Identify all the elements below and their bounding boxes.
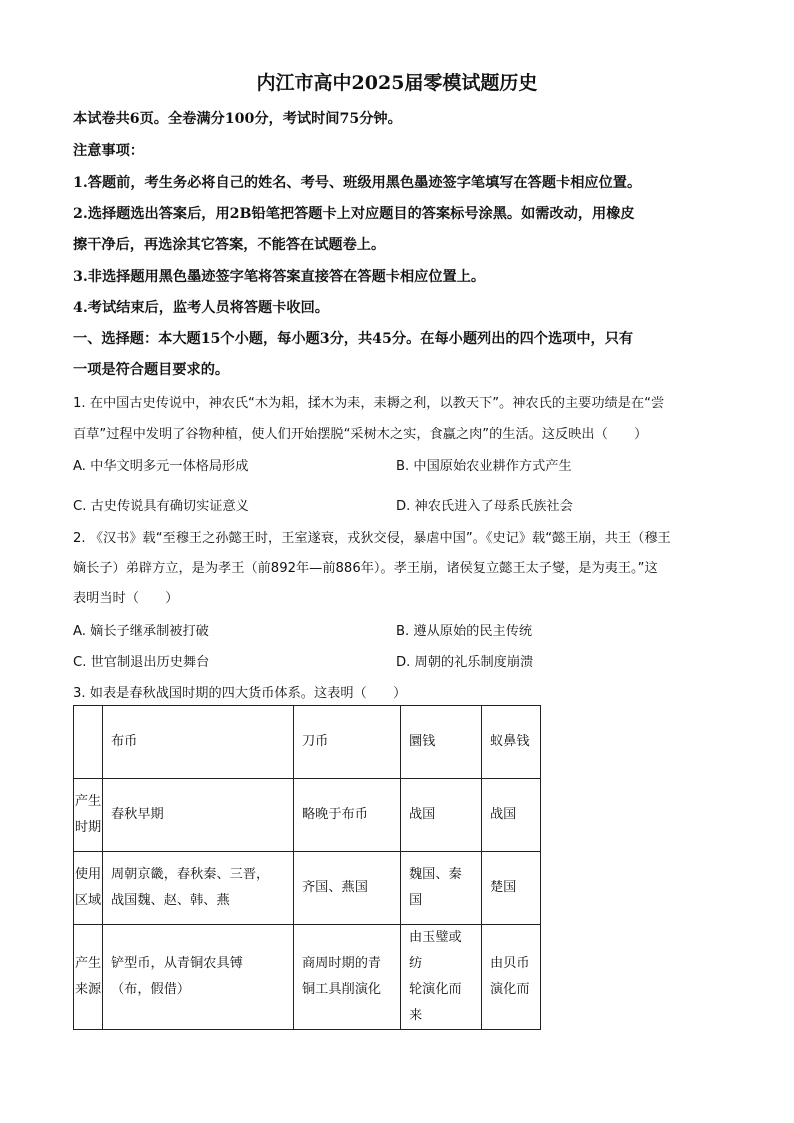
cell-line: 战国 (490, 807, 517, 822)
table-header-cell: 圜钱 (401, 706, 482, 779)
cell-line: 战国魏、赵、韩、燕 (111, 893, 230, 908)
cell-line: 演化而 (490, 982, 530, 997)
question-1-stem: 1. 在中国古史传说中，神农氏“木为耜，揉木为耒，耒耨之利，以教天下”。神农氏的主要功绩是在“尝 (73, 396, 665, 411)
q1-option-d: D. 神农氏进入了母系氏族社会 (396, 499, 573, 514)
cell-line: 商周时期的青 (302, 956, 382, 971)
row-label-line: 产生 (74, 794, 102, 809)
cell-line: 略晚于布币 (302, 807, 368, 822)
q1-option-b: B. 中国原始农业耕作方式产生 (396, 459, 572, 474)
row-label-line: 来源 (74, 982, 102, 997)
row-label (74, 925, 103, 1030)
cell-line: 齐国、燕国 (302, 880, 368, 895)
q2-option-d: D. 周朝的礼乐制度崩溃 (396, 655, 534, 670)
question-2-stem-cont: 嫡长子）弟辟方立，是为孝王（前892年—前886年）。孝王崩，诸侯复立懿王太子燮，是为夷王。”这 (73, 561, 658, 576)
section-heading: 一、选择题：本大题15个小题，每小题3分，共45分。在每小题列出的四个选项中，只有 (73, 331, 634, 347)
table-header-cell (74, 706, 103, 779)
cell-line: 由玉璧或纺 (409, 930, 462, 971)
table-header-cell: 蚁鼻钱 (482, 706, 541, 779)
notice-4: 4.考试结束后，监考人员将答题卡收回。 (73, 300, 329, 316)
table-cell (103, 852, 294, 925)
cell-line: 战国 (409, 807, 436, 822)
table-row (74, 852, 541, 925)
row-label (74, 852, 103, 925)
table-header-cell: 刀币 (294, 706, 401, 779)
page-title: 内江市高中2025届零模试题历史 (256, 72, 538, 94)
notice-3: 3.非选择题用黑色墨迹签字笔将答案直接答在答题卡相应位置上。 (73, 269, 486, 285)
row-label-line: 时期 (74, 820, 102, 835)
question-1-stem-cont: 百草”过程中发明了谷物种植，使人们开始摆脱“采树木之实，食蠃之肉”的生活。这反映出（ ） (73, 427, 648, 442)
table-cell (103, 779, 294, 852)
notice-heading: 注意事项： (73, 143, 144, 159)
q1-option-a: A. 中华文明多元一体格局形成 (73, 459, 249, 474)
notice-2: 2.选择题选出答案后，用2B铅笔把答题卡上对应题目的答案标号涂黑。如需改动，用橡皮 (73, 206, 635, 222)
table-cell (401, 852, 482, 925)
section-heading-cont: 一项是符合题目要求的。 (73, 362, 230, 378)
question-3-stem: 3. 如表是春秋战国时期的四大货币体系。这表明（ ） (73, 686, 407, 701)
table-header-row (74, 706, 541, 779)
q2-option-b: B. 遵从原始的民主传统 (396, 624, 533, 639)
exam-intro: 本试卷共6页。全卷满分100分，考试时间75分钟。 (73, 111, 402, 127)
table-cell (482, 925, 541, 1030)
cell-line: 铜工具削演化 (302, 982, 382, 997)
row-label-line: 使用 (74, 867, 102, 882)
table-cell (294, 925, 401, 1030)
table-cell (482, 852, 541, 925)
notice-1: 1.答题前，考生务必将自己的姓名、考号、班级用黑色墨迹签字笔填写在答题卡相应位置。 (73, 175, 642, 191)
q2-option-a: A. 嫡长子继承制被打破 (73, 624, 209, 639)
table-row (74, 779, 541, 852)
cell-line: 春秋早期 (111, 807, 164, 822)
table-cell (103, 925, 294, 1030)
cell-line: 周朝京畿，春秋秦、三晋， (111, 867, 270, 882)
cell-line: 魏国、秦国 (409, 867, 462, 908)
table-cell (401, 779, 482, 852)
q1-option-c: C. 古史传说具有确切实证意义 (73, 499, 249, 514)
cell-line: 轮演化而来 (409, 982, 462, 1023)
question-2-stem: 2. 《汉书》载“至穆王之孙懿王时，王室遂衰，戎狄交侵，暴虐中国”。《史记》载“懿王崩，共王（穆王 (73, 531, 671, 546)
row-label-line: 产生 (74, 956, 102, 971)
table-cell (294, 852, 401, 925)
row-label-line: 区域 (74, 893, 102, 908)
q2-option-c: C. 世官制退出历史舞台 (73, 655, 210, 670)
currency-table (73, 705, 541, 1030)
notice-2-cont: 擦干净后，再选涂其它答案，不能答在试题卷上。 (73, 237, 386, 253)
table-cell (482, 779, 541, 852)
cell-line: 由贝币 (490, 956, 530, 971)
table-row (74, 925, 541, 1030)
table-cell (401, 925, 482, 1030)
cell-line: 楚国 (490, 880, 517, 895)
cell-line: （布，假借） (111, 982, 191, 997)
cell-line: 铲型币，从青铜农具镈 (111, 956, 243, 971)
table-cell (294, 779, 401, 852)
row-label (74, 779, 103, 852)
question-2-stem-end: 表明当时（ ） (73, 591, 179, 606)
table-header-cell: 布币 (103, 706, 294, 779)
